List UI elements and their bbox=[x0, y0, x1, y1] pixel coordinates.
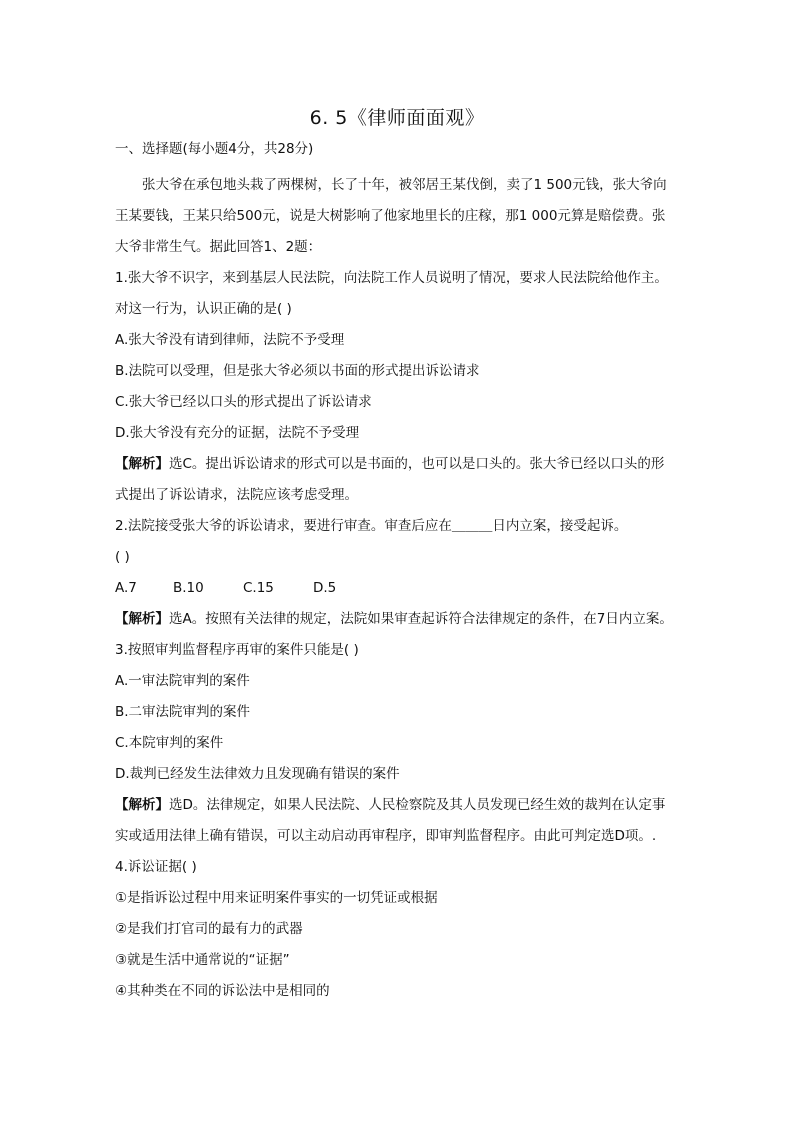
intro-line: 王某要钱，王某只给500元，说是大树影响了他家地里长的庄稼，那1 000元算是赔偿费。张 bbox=[115, 208, 666, 224]
option-d: D.5 bbox=[313, 580, 337, 596]
options-row bbox=[115, 573, 687, 604]
option-a: A.7 bbox=[115, 580, 137, 596]
option-a: A.张大爷没有请到律师，法院不予受理 bbox=[115, 332, 345, 348]
page-title: 6. 5《律师面面观》 bbox=[309, 107, 485, 129]
question-4 bbox=[115, 852, 687, 1007]
analysis-text: 实或适用法律上确有错误，可以主动启动再审程序，即审判监督程序。由此可判定选D项。. bbox=[115, 828, 657, 844]
option-d: D.裁判已经发生法律效力且发现确有错误的案件 bbox=[115, 766, 400, 782]
analysis-text: 选D。法律规定，如果人民法院、人民检察院及其人员发现已经生效的裁判在认定事 bbox=[169, 797, 666, 813]
statement-4: ④其种类在不同的诉讼法中是相同的 bbox=[115, 983, 330, 999]
option-b: B.10 bbox=[173, 580, 204, 596]
option-a: A.一审法院审判的案件 bbox=[115, 673, 250, 689]
analysis bbox=[115, 604, 687, 635]
analysis bbox=[115, 449, 687, 480]
analysis-tag: 【解析】 bbox=[115, 611, 169, 627]
analysis bbox=[115, 790, 687, 821]
question-stem: 4.诉讼证据( ) bbox=[115, 859, 197, 875]
section-heading: 一、选择题(每小题4分，共28分) bbox=[115, 141, 314, 157]
option-b: B.二审法院审判的案件 bbox=[115, 704, 251, 720]
option-b: B.法院可以受理，但是张大爷必须以书面的形式提出诉讼请求 bbox=[115, 363, 480, 379]
statement-3: ③就是生活中通常说的“证据” bbox=[115, 952, 290, 968]
question-1 bbox=[115, 263, 687, 511]
question-3 bbox=[115, 635, 687, 852]
question-stem: ( ) bbox=[115, 549, 130, 565]
analysis-text: 选C。提出诉讼请求的形式可以是书面的，也可以是口头的。张大爷已经以口头的形 bbox=[169, 456, 665, 472]
intro-line: 张大爷在承包地头栽了两棵树，长了十年，被邻居王某伐倒，卖了1 500元钱，张大爷向 bbox=[142, 177, 667, 193]
document-body bbox=[115, 139, 687, 1007]
question-2 bbox=[115, 511, 687, 635]
question-stem: 对这一行为，认识正确的是( ) bbox=[115, 301, 292, 317]
analysis-tag: 【解析】 bbox=[115, 797, 169, 813]
option-c: C.本院审判的案件 bbox=[115, 735, 224, 751]
question-stem: 3.按照审判监督程序再审的案件只能是( ) bbox=[115, 642, 359, 658]
statement-2: ②是我们打官司的最有力的武器 bbox=[115, 921, 303, 937]
option-c: C.15 bbox=[243, 580, 274, 596]
analysis-tag: 【解析】 bbox=[115, 456, 169, 472]
question-stem: 2.法院接受张大爷的诉讼请求，要进行审查。审查后应在＿＿＿日内立案，接受起诉。 bbox=[115, 518, 628, 534]
question-stem: 1.张大爷不识字，来到基层人民法院，向法院工作人员说明了情况，要求人民法院给他作主。 bbox=[115, 270, 668, 286]
analysis-text: 选A。按照有关法律的规定，法院如果审查起诉符合法律规定的条件，在7日内立案。 bbox=[169, 611, 673, 627]
statement-1: ①是指诉讼过程中用来证明案件事实的一切凭证或根据 bbox=[115, 890, 438, 906]
intro-paragraph bbox=[115, 170, 687, 263]
option-c: C.张大爷已经以口头的形式提出了诉讼请求 bbox=[115, 394, 372, 410]
analysis-text: 式提出了诉讼请求，法院应该考虑受理。 bbox=[115, 487, 358, 503]
option-d: D.张大爷没有充分的证据，法院不予受理 bbox=[115, 425, 360, 441]
intro-line: 大爷非常生气。据此回答1、2题： bbox=[115, 239, 322, 255]
